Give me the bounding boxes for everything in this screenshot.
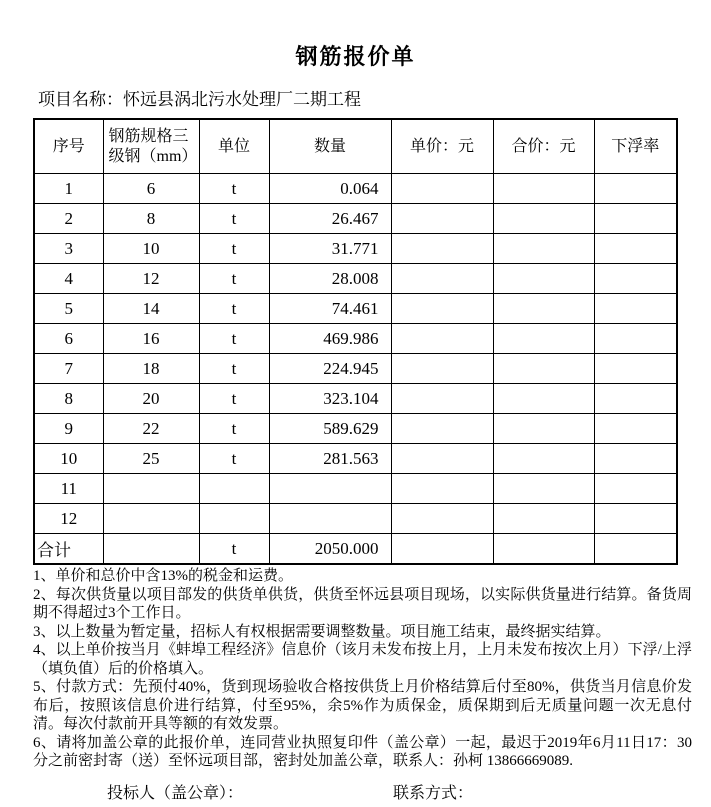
cell-spec: 22 bbox=[103, 414, 199, 444]
cell-total-price bbox=[493, 204, 594, 234]
cell-spec bbox=[103, 504, 199, 534]
cell-unit-price bbox=[391, 264, 493, 294]
cell-unit-price bbox=[391, 204, 493, 234]
table-row bbox=[34, 444, 677, 474]
cell-total-price bbox=[493, 234, 594, 264]
project-name-value: 怀远县涡北污水处理厂二期工程 bbox=[123, 90, 361, 109]
table-row bbox=[34, 174, 677, 204]
cell-discount-rate bbox=[594, 414, 677, 444]
project-name-line bbox=[38, 89, 711, 111]
note-item: 1、单价和总价中含13%的税金和运费。 bbox=[33, 568, 293, 584]
cell-spec: 12 bbox=[103, 264, 199, 294]
note-item: 5、付款方式：先预付40%，货到现场验收合格按供货上月价格结算后付至80%，供货当月信息价发布后，按照该信息价进行结算，付至95%，余5%作为质保金，质保期到后无质量问题一次无息付清。每次付款前开具等额的有效发票。 bbox=[33, 679, 692, 732]
cell-quantity: 224.945 bbox=[269, 354, 391, 384]
cell-quantity: 0.064 bbox=[269, 174, 391, 204]
cell-quantity: 589.629 bbox=[269, 414, 391, 444]
cell-unit-price bbox=[391, 474, 493, 504]
header-spec: 钢筋规格三级钢（mm） bbox=[103, 119, 199, 174]
cell-unit: t bbox=[199, 444, 269, 474]
table-row bbox=[34, 474, 677, 504]
cell-unit: t bbox=[199, 324, 269, 354]
cell-total-price bbox=[493, 444, 594, 474]
table-row bbox=[34, 264, 677, 294]
cell-discount-rate bbox=[594, 504, 677, 534]
cell-serial: 5 bbox=[34, 294, 103, 324]
cell-unit-price bbox=[391, 444, 493, 474]
table-row bbox=[34, 384, 677, 414]
cell-unit bbox=[199, 474, 269, 504]
cell-quantity: 2050.000 bbox=[269, 534, 391, 565]
cell-quantity: 281.563 bbox=[269, 444, 391, 474]
table-row bbox=[34, 234, 677, 264]
cell-discount-rate bbox=[594, 444, 677, 474]
cell-total-price bbox=[493, 414, 594, 444]
header-unit-price: 单价：元 bbox=[391, 119, 493, 174]
cell-discount-rate bbox=[594, 234, 677, 264]
cell-spec bbox=[103, 474, 199, 504]
cell-spec: 20 bbox=[103, 384, 199, 414]
cell-total-price bbox=[493, 474, 594, 504]
cell-serial: 6 bbox=[34, 324, 103, 354]
cell-unit-price bbox=[391, 324, 493, 354]
table-row bbox=[34, 294, 677, 324]
cell-unit: t bbox=[199, 354, 269, 384]
cell-unit bbox=[199, 504, 269, 534]
cell-quantity: 26.467 bbox=[269, 204, 391, 234]
bidder-label: 投标人（盖公章）： bbox=[107, 784, 244, 802]
table-row bbox=[34, 414, 677, 444]
cell-total-price bbox=[493, 264, 594, 294]
cell-discount-rate bbox=[594, 294, 677, 324]
cell-unit: t bbox=[199, 384, 269, 414]
cell-spec: 25 bbox=[103, 444, 199, 474]
cell-unit-price bbox=[391, 534, 493, 565]
cell-total-price bbox=[493, 294, 594, 324]
cell-spec: 16 bbox=[103, 324, 199, 354]
table-header-row bbox=[34, 119, 677, 174]
table-row bbox=[34, 324, 677, 354]
cell-discount-rate bbox=[594, 204, 677, 234]
doc-title: 钢筋报价单 bbox=[295, 44, 416, 69]
cell-quantity: 74.461 bbox=[269, 294, 391, 324]
table-row bbox=[34, 354, 677, 384]
cell-total-price bbox=[493, 534, 594, 565]
cell-quantity: 469.986 bbox=[269, 324, 391, 354]
cell-unit-price bbox=[391, 354, 493, 384]
cell-total-price bbox=[493, 504, 594, 534]
header-unit: 单位 bbox=[199, 119, 269, 174]
note-item: 6、请将加盖公章的此报价单，连同营业执照复印件（盖公章）一起，最迟于2019年6月11日17：30分之前密封寄（送）至怀远项目部，密封处加盖公章，联系人：孙柯 13866669089. bbox=[33, 734, 692, 769]
cell-discount-rate bbox=[594, 354, 677, 384]
cell-unit-price bbox=[391, 384, 493, 414]
header-quantity: 数量 bbox=[269, 119, 391, 174]
cell-unit: t bbox=[199, 174, 269, 204]
cell-unit-price bbox=[391, 294, 493, 324]
cell-spec: 8 bbox=[103, 204, 199, 234]
notes bbox=[33, 567, 692, 771]
header-discount-rate: 下浮率 bbox=[594, 119, 677, 174]
cell-unit: t bbox=[199, 294, 269, 324]
cell-total-price bbox=[493, 354, 594, 384]
cell-serial: 1 bbox=[34, 174, 103, 204]
cell-spec: 10 bbox=[103, 234, 199, 264]
project-name-label: 项目名称： bbox=[38, 90, 123, 109]
cell-serial: 4 bbox=[34, 264, 103, 294]
table-total-row bbox=[34, 534, 677, 565]
cell-serial: 10 bbox=[34, 444, 103, 474]
contact-label: 联系方式： bbox=[393, 784, 474, 802]
note-item: 2、每次供货量以项目部发的供货单供货，供货至怀远县项目现场，以实际供货量进行结算。备货周期不得超过3个工作日。 bbox=[33, 586, 692, 621]
cell-spec: 14 bbox=[103, 294, 199, 324]
table-row bbox=[34, 504, 677, 534]
cell-unit-price bbox=[391, 234, 493, 264]
header-total-price: 合价：元 bbox=[493, 119, 594, 174]
cell-serial: 8 bbox=[34, 384, 103, 414]
cell-total-price bbox=[493, 174, 594, 204]
cell-discount-rate bbox=[594, 534, 677, 565]
cell-unit-price bbox=[391, 414, 493, 444]
quotation-table bbox=[33, 118, 678, 565]
cell-discount-rate bbox=[594, 474, 677, 504]
cell-unit-price bbox=[391, 504, 493, 534]
cell-serial: 12 bbox=[34, 504, 103, 534]
note-item: 3、以上数量为暂定量，招标人有权根据需要调整数量。项目施工结束，最终据实结算。 bbox=[33, 623, 611, 640]
cell-serial: 2 bbox=[34, 204, 103, 234]
cell-total-price bbox=[493, 324, 594, 354]
cell-quantity: 28.008 bbox=[269, 264, 391, 294]
cell-quantity bbox=[269, 504, 391, 534]
cell-unit: t bbox=[199, 204, 269, 234]
cell-discount-rate bbox=[594, 384, 677, 414]
cell-quantity: 31.771 bbox=[269, 234, 391, 264]
header-serial: 序号 bbox=[34, 119, 103, 174]
cell-discount-rate bbox=[594, 324, 677, 354]
cell-discount-rate bbox=[594, 264, 677, 294]
cell-total-price bbox=[493, 384, 594, 414]
cell-unit: t bbox=[199, 534, 269, 565]
cell-unit: t bbox=[199, 414, 269, 444]
cell-quantity: 323.104 bbox=[269, 384, 391, 414]
table-row bbox=[34, 204, 677, 234]
cell-serial: 11 bbox=[34, 474, 103, 504]
cell-quantity bbox=[269, 474, 391, 504]
note-item: 4、以上单价按当月《蚌埠工程经济》信息价（该月未发布按上月，上月未发布按次上月）下浮/上浮（填负值）后的价格填入。 bbox=[33, 642, 692, 677]
cell-unit: t bbox=[199, 234, 269, 264]
signature-line bbox=[0, 780, 711, 804]
cell-spec: 18 bbox=[103, 354, 199, 384]
cell-total-label: 合计 bbox=[34, 534, 103, 565]
cell-serial: 3 bbox=[34, 234, 103, 264]
cell-unit: t bbox=[199, 264, 269, 294]
cell-spec: 6 bbox=[103, 174, 199, 204]
cell-unit-price bbox=[391, 174, 493, 204]
cell-discount-rate bbox=[594, 174, 677, 204]
cell-spec bbox=[103, 534, 199, 565]
cell-serial: 7 bbox=[34, 354, 103, 384]
cell-serial: 9 bbox=[34, 414, 103, 444]
